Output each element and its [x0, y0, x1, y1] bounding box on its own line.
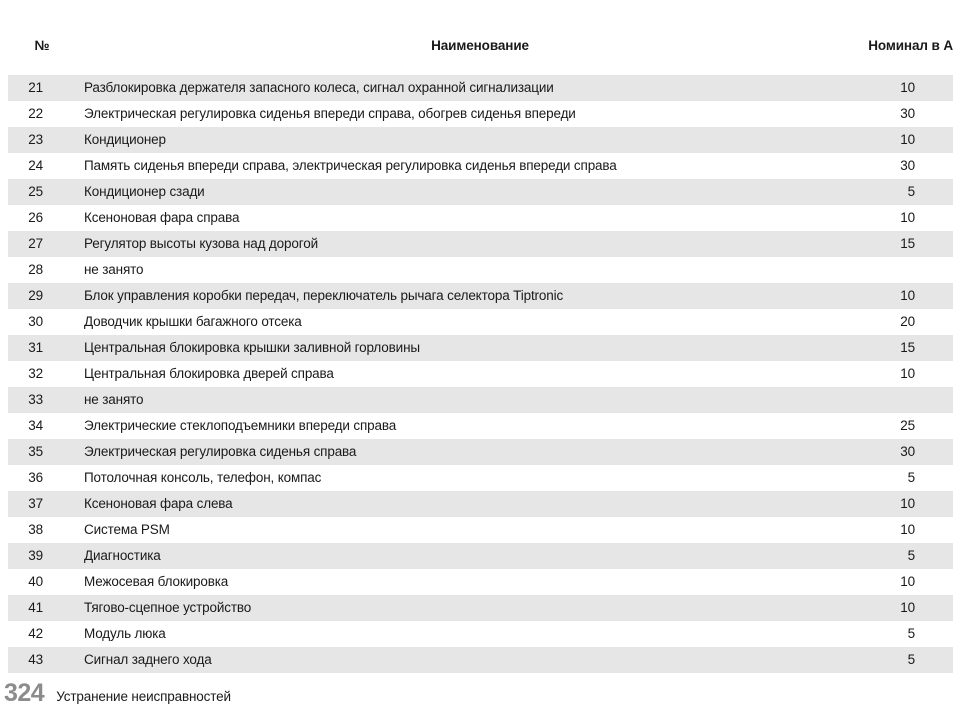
fuse-number: 38: [28, 522, 43, 537]
table-row: [8, 621, 953, 647]
fuse-rating: [858, 387, 953, 413]
fuse-name: Электрическая регулировка сиденья справа: [84, 444, 357, 459]
fuse-number: 23: [28, 132, 43, 147]
table-row: [8, 569, 953, 595]
fuse-rating: 20: [900, 314, 915, 329]
fuse-number: 24: [28, 158, 43, 173]
fuse-name: Потолочная консоль, телефон, компас: [84, 470, 322, 485]
page-footer: [4, 681, 231, 705]
table-row: [8, 257, 953, 283]
fuse-number: 34: [28, 418, 43, 433]
fuse-number: 41: [28, 600, 43, 615]
fuse-name: Электрическая регулировка сиденья впереди справа, обогрев сиденья впереди: [84, 106, 576, 121]
fuse-number: 39: [28, 548, 43, 563]
fuse-rating: 10: [900, 522, 915, 537]
fuse-name: Система PSM: [84, 522, 170, 537]
fuse-rating: 10: [900, 600, 915, 615]
fuse-number: 29: [28, 288, 43, 303]
fuse-name: не занято: [84, 262, 144, 277]
table-row: [8, 335, 953, 361]
fuse-name: Сигнал заднего хода: [84, 652, 212, 667]
table-row: [8, 309, 953, 335]
table-row: [8, 413, 953, 439]
fuse-name: Регулятор высоты кузова над дорогой: [84, 236, 318, 251]
fuse-name: Межосевая блокировка: [84, 574, 229, 589]
fuse-rating: 5: [907, 626, 915, 641]
fuse-name: Тягово-сцепное устройство: [84, 600, 252, 615]
fuse-rating: 25: [900, 418, 915, 433]
fuse-name: не занято: [84, 392, 144, 407]
fuse-name: Доводчик крышки багажного отсека: [84, 314, 302, 329]
fuse-table-header: [8, 33, 953, 59]
table-row: [8, 101, 953, 127]
table-row: [8, 75, 953, 101]
fuse-number: 42: [28, 626, 43, 641]
fuse-name: Кондиционер сзади: [84, 184, 205, 199]
fuse-rating: [858, 257, 953, 283]
fuse-rating: 10: [900, 574, 915, 589]
fuse-rating: 5: [907, 652, 915, 667]
fuse-number: 22: [28, 106, 43, 121]
fuse-rating: 10: [900, 80, 915, 95]
table-row: [8, 439, 953, 465]
fuse-name: Диагностика: [84, 548, 161, 563]
header-fuse-number: №: [34, 38, 50, 53]
table-row: [8, 543, 953, 569]
fuse-name: Центральная блокировка дверей справа: [84, 366, 334, 381]
fuse-name: Электрические стеклоподъемники впереди справа: [84, 418, 397, 433]
fuse-number: 28: [28, 262, 43, 277]
table-row: [8, 465, 953, 491]
header-fuse-name: Наименование: [431, 38, 529, 53]
fuse-rating: 5: [907, 548, 915, 563]
page-number: 324: [4, 679, 45, 707]
fuse-name: Кондиционер: [84, 132, 166, 147]
fuse-rating: 15: [900, 340, 915, 355]
fuse-number: 32: [28, 366, 43, 381]
fuse-number: 33: [28, 392, 43, 407]
fuse-name: Ксеноновая фара справа: [84, 210, 240, 225]
fuse-number: 35: [28, 444, 43, 459]
fuse-rating: 10: [900, 288, 915, 303]
table-row: [8, 153, 953, 179]
table-row: [8, 491, 953, 517]
fuse-name: Центральная блокировка крышки заливной горловины: [84, 340, 420, 355]
fuse-rating: 10: [900, 366, 915, 381]
fuse-name: Память сиденья впереди справа, электрическая регулировка сиденья впереди справа: [84, 158, 617, 173]
fuse-number: 21: [28, 80, 43, 95]
fuse-rating: 30: [900, 106, 915, 121]
table-row: [8, 647, 953, 673]
fuse-number: 43: [28, 652, 43, 667]
fuse-rating: 5: [907, 184, 915, 199]
fuse-number: 26: [28, 210, 43, 225]
fuse-rating: 10: [900, 210, 915, 225]
fuse-name: Модуль люка: [84, 626, 166, 641]
fuse-number: 27: [28, 236, 43, 251]
fuse-number: 36: [28, 470, 43, 485]
fuse-number: 40: [28, 574, 43, 589]
table-row: [8, 127, 953, 153]
fuse-number: 37: [28, 496, 43, 511]
fuse-name: Разблокировка держателя запасного колеса, сигнал охранной сигнализации: [84, 80, 554, 95]
fuse-name: Блок управления коробки передач, переключатель рычага селектора Tiptronic: [84, 288, 564, 303]
fuse-number: 25: [28, 184, 43, 199]
fuse-rating: 10: [900, 496, 915, 511]
fuse-rating: 30: [900, 444, 915, 459]
table-row: [8, 595, 953, 621]
fuse-number: 31: [28, 340, 43, 355]
fuse-table-body: [8, 75, 953, 673]
fuse-rating: 10: [900, 132, 915, 147]
fuse-rating: 5: [907, 470, 915, 485]
fuse-name: Ксеноновая фара слева: [84, 496, 233, 511]
table-row: [8, 361, 953, 387]
header-fuse-rating: Номинал в А: [868, 38, 953, 53]
fuse-number: 30: [28, 314, 43, 329]
table-row: [8, 179, 953, 205]
table-row: [8, 205, 953, 231]
table-row: [8, 283, 953, 309]
table-row: [8, 231, 953, 257]
fuse-rating: 15: [900, 236, 915, 251]
section-title: Устранение неисправностей: [56, 689, 231, 704]
table-row: [8, 517, 953, 543]
fuse-rating: 30: [900, 158, 915, 173]
table-row: [8, 387, 953, 413]
